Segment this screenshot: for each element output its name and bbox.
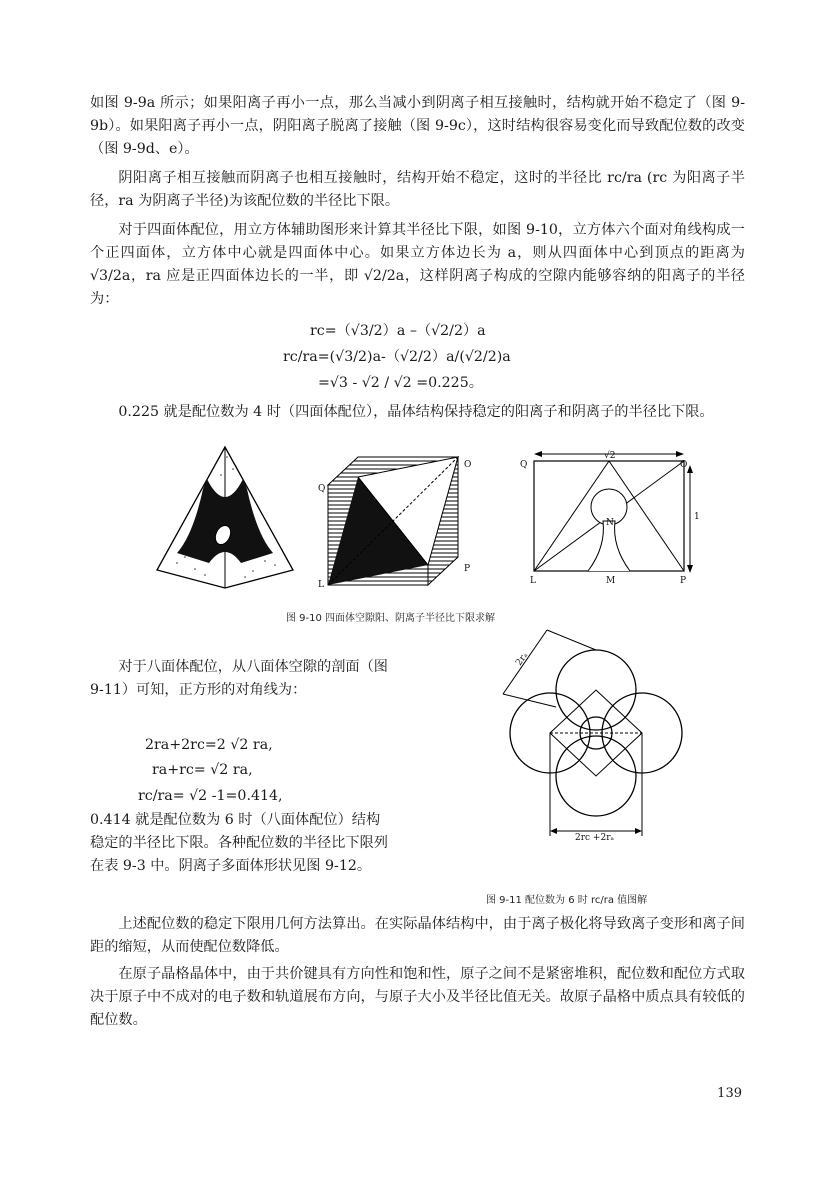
section-label-P: P	[680, 576, 687, 586]
equation-6: rc/ra= √2 -1=0.414,	[138, 788, 283, 804]
paragraph-4: 0.225 就是配位数为 4 时（四面体配位），晶体结构保持稳定的阳离子和阴离子的半径比下限。	[118, 404, 714, 420]
figure-9-11-caption: 图 9-11 配位数为 6 时 rc/ra 值图解	[486, 895, 648, 906]
page-number: 139	[717, 1086, 742, 1101]
equation-4: 2ra+2rc=2 √2 ra,	[145, 737, 273, 753]
paragraph-3: 对于四面体配位，用立方体辅助图形来计算其半径比下限，如图 9-10，立方体六个面对角线构成一个正四面体，立方体中心就是四面体中心。如果立方体边长为 a，则从四面体中心到顶点的距离为 √3/2a，ra 应是正四面体边长的一半，即 √2/2a，这样阴离子构成的空隙内能够容纳的阳离子的半径为：	[90, 222, 745, 307]
oct-label-bottom: 2rc +2rₐ	[575, 833, 614, 843]
paragraph-2: 阴阳离子相互接触而阴离子也相互接触时，结构开始不稳定，这时的半径比 rc/ra (rc 为阳离子半径，ra 为阴离子半径)为该配位数的半径比下限。	[90, 170, 745, 209]
cube-label-L: L	[318, 580, 324, 590]
equation-1: rc=（√3/2）a –（√2/2）a	[310, 323, 486, 339]
paragraph-7: 上述配位数的稳定下限用几何方法算出。在实际晶体结构中，由于离子极化将导致离子变形和离子间距的缩短，从而使配位数降低。	[90, 916, 745, 955]
equation-5: ra+rc= √2 ra,	[152, 762, 253, 778]
cube-label-Q: Q	[318, 484, 326, 494]
figure-9-10-caption: 图 9-10 四面体空隙阳、阴离子半径比下限求解	[286, 613, 496, 624]
section-label-one: 1	[694, 512, 700, 522]
paragraph-6: 0.414 就是配位数为 6 时（八面体配位）结构稳定的半径比下限。各种配位数的半径比下限列在表 9-3 中。阴离子多面体形状见图 9-12。	[90, 812, 388, 874]
cube-label-P: P	[464, 564, 471, 574]
section-label-O: O	[680, 460, 688, 470]
paragraph-5: 对于八面体配位，从八面体空隙的剖面（图 9-11）可知，正方形的对角线为：	[90, 659, 388, 698]
paragraph-1: 如图 9-9a 所示；如果阳离子再小一点，那么当减小到阴离子相互接触时，结构就开始不稳定了（图 9-9b）。如果阳离子再小一点，阴阳离子脱离了接触（图 9-9c），这时结构很容易变化而导致配位数的改变（图 9-9d、e）。	[90, 95, 745, 157]
figure-9-11-octahedral-section	[495, 628, 685, 843]
cube-label-O: O	[464, 460, 472, 470]
figure-9-10-section	[518, 447, 698, 587]
section-label-N: N	[606, 518, 614, 528]
oct-label-2ra: 2rₐ	[514, 650, 531, 668]
figure-9-10-tetrahedron	[155, 445, 295, 590]
section-label-sqrt2: √2	[604, 451, 616, 461]
equation-3: =√3 - √2 / √2 =0.225。	[318, 375, 483, 391]
section-label-M: M	[606, 576, 616, 586]
section-label-Q: Q	[520, 460, 528, 470]
equation-2: rc/ra=(√3/2)a-（√2/2）a/(√2/2)a	[283, 349, 511, 365]
paragraph-8: 在原子晶格晶体中，由于共价键具有方向性和饱和性，原子之间不是紧密堆积，配位数和配位方式取决于原子中不成对的电子数和轨道展布方向，与原子大小及半径比值无关。故原子晶格中质点具有较低的配位数。	[90, 966, 745, 1028]
section-label-L: L	[530, 576, 536, 586]
figure-9-10-cube	[318, 447, 472, 590]
